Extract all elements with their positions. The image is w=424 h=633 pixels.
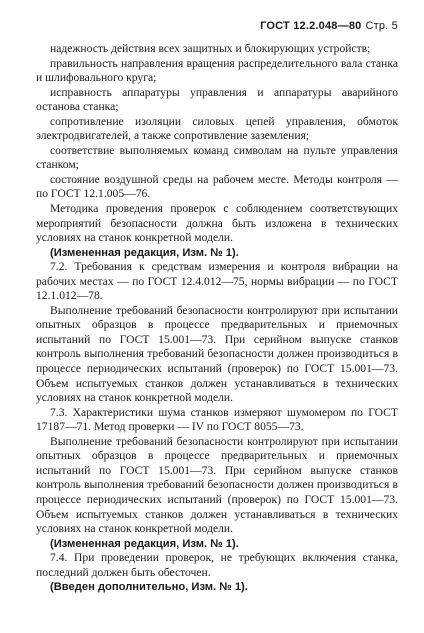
paragraph: Методика проведения проверок с соблюдением соответствующих мероприятий безопасности должна быть изложена в технических условиях на станок конкретной модели. xyxy=(36,202,398,245)
document-code: ГОСТ 12.2.048—80 xyxy=(260,20,362,32)
amendment-note: (Измененная редакция, Изм. № 1). xyxy=(50,246,239,259)
section-7-4: 7.4. При проведении проверок, не требующих включения станка, последний должен быть обесточен. xyxy=(36,551,398,579)
amendment-note: (Измененная редакция, Изм. № 1). xyxy=(50,537,239,550)
paragraph: сопротивление изоляции силовых цепей управления, обмоток электродвигателей, а также сопротивление заземления; xyxy=(36,114,398,143)
paragraph: соответствие выполняемых команд символам на пульте управления станком; xyxy=(36,143,398,172)
paragraph: Выполнение требований безопасности контролируют при испытании опытных образцов в процессе предварительных и приемочных испытаний по ГОСТ 15.001—73. При серийном выпуске станков контроль выполнения требований безопасности должен производиться в процессе периодических испытаний (проверок) по ГОСТ 15.001—73. Объем испытуемых станков должен устанавливаться в технических условиях на станок конкретной модели. xyxy=(36,303,398,405)
paragraph: Выполнение требований безопасности контролируют при испытании опытных образцов в процессе предварительных и приемочных испытаний по ГОСТ 15.001—73. При серийном выпуске станков контроль выполнения требований безопасности должен производиться в процессе периодических испытаний (проверок) по ГОСТ 15.001—73. Объем испытуемых станков должен устанавливаться в технических условиях на станок конкретной модели. xyxy=(36,434,398,536)
page-header xyxy=(260,20,398,32)
amendment-note: (Введен дополнительно, Изм. № 1). xyxy=(50,581,248,594)
document-body xyxy=(36,42,398,595)
section-7-3: 7.3. Характеристики шума станков измеряют шумомером по ГОСТ 17187—71. Метод проверки — IV по ГОСТ 8055—73. xyxy=(36,405,398,434)
paragraph: исправность аппаратуры управления и аппаратуры аварийного останова станка; xyxy=(36,85,398,114)
paragraph: состояние воздушной среды на рабочем месте. Методы контроля — по ГОСТ 12.1.005—76. xyxy=(36,172,398,201)
section-7-2: 7.2. Требования к средствам измерения и контроля вибрации на рабочих местах — по ГОСТ 12.4.012—75, нормы вибрации — по ГОСТ 12.1.012—78. xyxy=(36,260,398,303)
paragraph: надежность действия всех защитных и блокирующих устройств; xyxy=(50,42,371,55)
paragraph: правильность направления вращения распределительного вала станка и шлифовального круга; xyxy=(36,56,398,85)
page-number: Стр. 5 xyxy=(365,20,398,32)
